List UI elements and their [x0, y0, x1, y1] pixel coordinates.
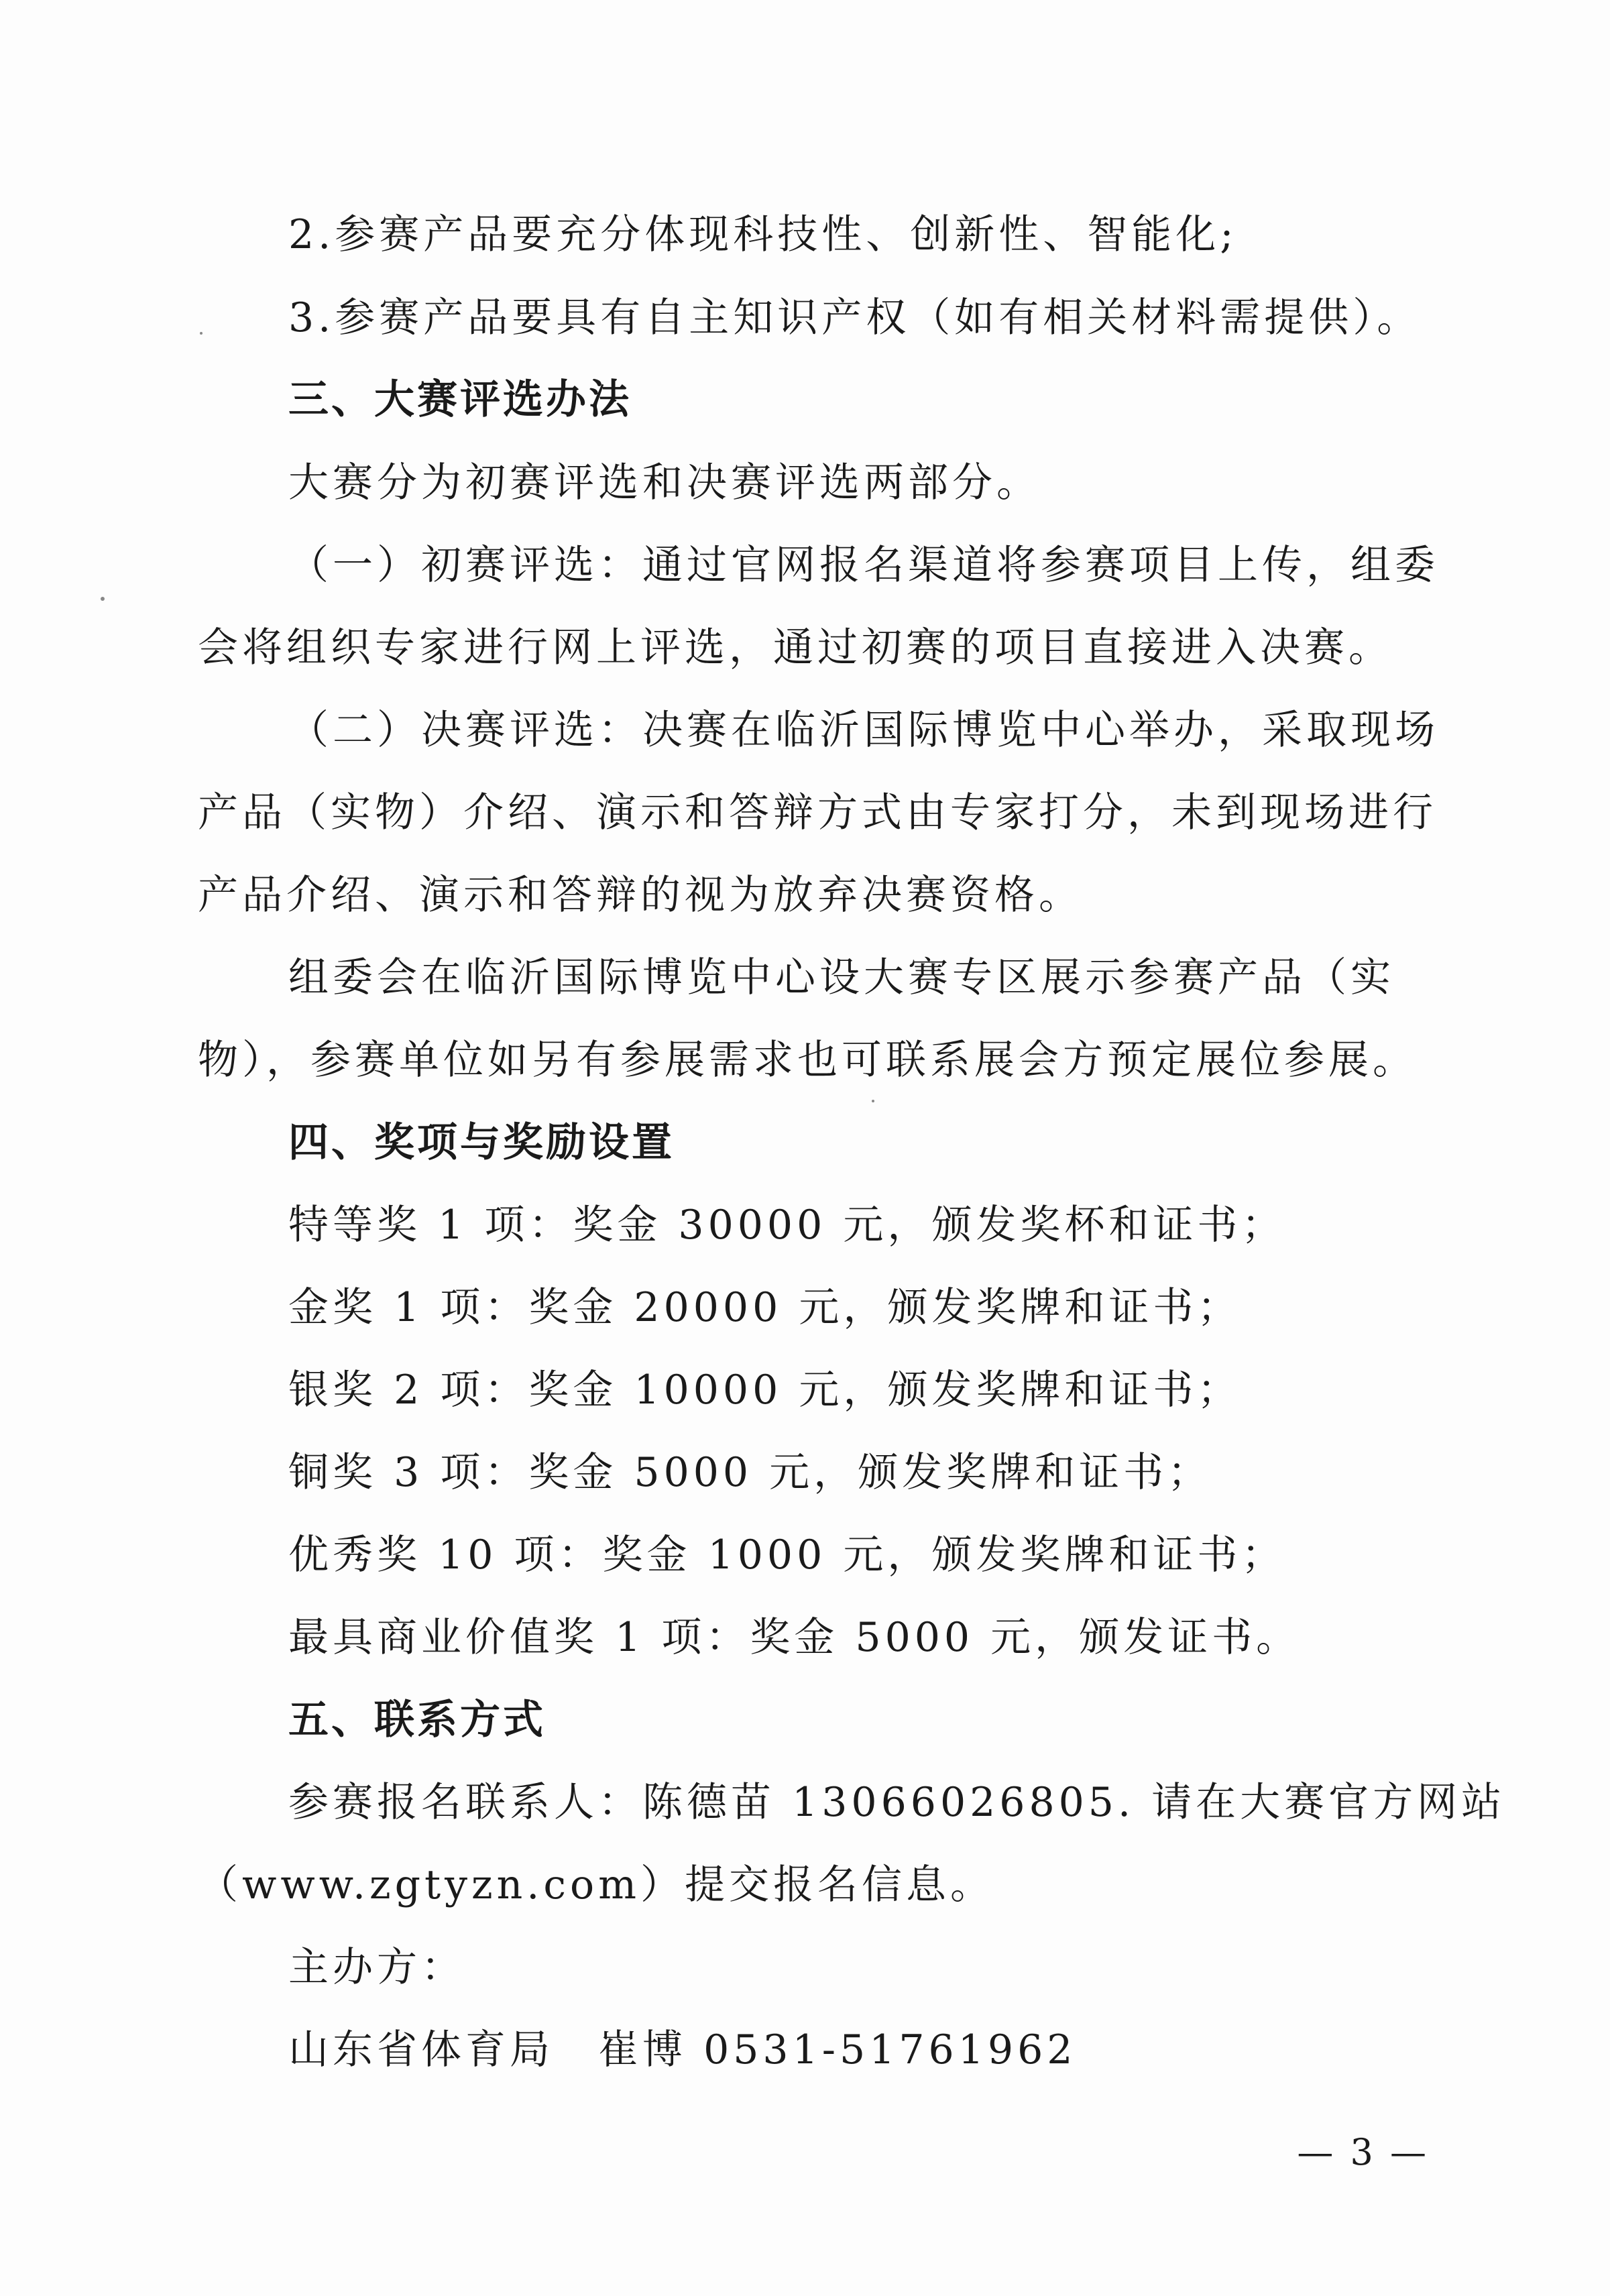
exhibition-line-1: 组委会在临沂国际博览中心设大赛专区展示参赛产品（实 [288, 954, 1395, 1001]
preliminary-line-1: （一）初赛评选：通过官网报名渠道将参赛项目上传，组委 [288, 542, 1439, 589]
organizer-contact: 山东省体育局 崔博 0531-51761962 [288, 2026, 1077, 2073]
requirement-3: 3.参赛产品要具有自主知识产权（如有相关材料需提供）。 [288, 294, 1422, 341]
scan-speck [200, 332, 203, 335]
page-number: — 3 — [1297, 2131, 1429, 2173]
preliminary-line-2: 会将组织专家进行网上评选，通过初赛的项目直接进入决赛。 [198, 624, 1393, 671]
scan-speck [872, 1100, 874, 1102]
award-gold: 金奖 1 项：奖金 20000 元，颁发奖牌和证书； [288, 1284, 1242, 1331]
evaluation-intro: 大赛分为初赛评选和决赛评选两部分。 [288, 459, 1041, 506]
contact-line-2: （www.zgtyzn.com）提交报名信息。 [198, 1861, 994, 1908]
contact-line-1: 参赛报名联系人：陈德苗 13066026805. 请在大赛官方网站 [288, 1779, 1506, 1826]
award-excellence: 优秀奖 10 项：奖金 1000 元，颁发奖牌和证书； [288, 1532, 1286, 1578]
award-commercial-value: 最具商业价值奖 1 项：奖金 5000 元，颁发证书。 [288, 1614, 1301, 1661]
award-silver: 银奖 2 项：奖金 10000 元，颁发奖牌和证书； [288, 1367, 1242, 1414]
final-line-2: 产品（实物）介绍、演示和答辩方式由专家打分，未到现场进行 [198, 789, 1437, 836]
section-heading-evaluation: 三、大赛评选办法 [288, 376, 632, 423]
requirement-2: 2.参赛产品要充分体现科技性、创新性、智能化; [288, 211, 1238, 258]
final-line-1: （二）决赛评选：决赛在临沂国际博览中心举办，采取现场 [288, 707, 1439, 754]
section-heading-contact: 五、联系方式 [288, 1697, 546, 1743]
award-bronze: 铜奖 3 项：奖金 5000 元，颁发奖牌和证书； [288, 1449, 1212, 1496]
organizer-label: 主办方： [288, 1944, 465, 1991]
final-line-3: 产品介绍、演示和答辩的视为放弃决赛资格。 [198, 872, 1083, 919]
scan-speck [101, 597, 105, 601]
award-grand-prize: 特等奖 1 项：奖金 30000 元，颁发奖杯和证书； [288, 1202, 1286, 1249]
exhibition-line-2: 物），参赛单位如另有参展需求也可联系展会方预定展位参展。 [198, 1037, 1417, 1084]
section-heading-awards: 四、奖项与奖励设置 [288, 1119, 675, 1166]
